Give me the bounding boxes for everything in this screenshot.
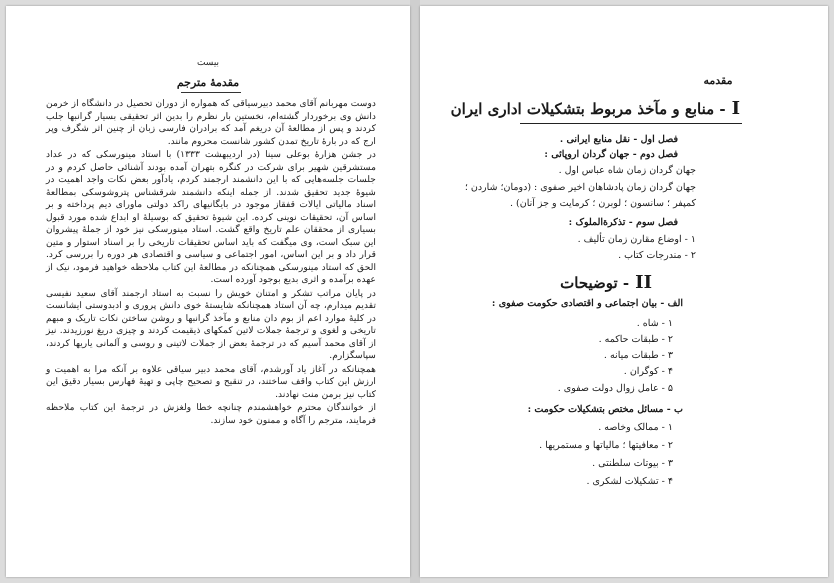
toc-line: فصل اول - نقل منابع ایرانی . (559, 134, 678, 145)
toc-line: ۵ - عامل زوال دولت صفوی . (557, 383, 673, 394)
section-title-sources (451, 98, 740, 119)
toc-line: الف - بیان اجتماعی و اقتصادی حکومت صفوی : (491, 298, 683, 309)
toc-line: جهان گردان زمان پادشاهان اخیر صفوی : (دومان؛ شاردن ؛ (464, 182, 696, 193)
section-title-text: - توضیحات (560, 274, 630, 292)
toc-line: ۲ - معافیتها ؛ مالیاتها و مستمریها . (539, 440, 673, 451)
title-divider (181, 92, 241, 93)
toc-line: فصل سوم - تذکرةالملوک : (568, 217, 678, 228)
toc-line: ۴ - تشکیلات لشکری . (586, 476, 673, 487)
toc-line: فصل دوم - جهان گردان اروپائی : (544, 149, 678, 160)
toc-line: کمپفر ؛ سانسون ؛ لوبرن ؛ کرمایت و جز آنان) . (509, 198, 696, 209)
page-number: بیست (196, 58, 220, 68)
page-header: مقدمه (703, 74, 733, 87)
book-gutter (410, 0, 420, 583)
toc-line: ۱ - شاه . (636, 318, 673, 329)
section-title-explanations (560, 272, 652, 293)
toc-line: ۴ - کوگران . (623, 366, 673, 377)
section-title-text: - منابع و مآخذ مربوط بتشکیلات اداری ایران (450, 100, 726, 118)
toc-line: ۱ - ممالک وخاصه . (598, 422, 673, 433)
translator-preface-body (46, 98, 376, 428)
paragraph: در جشن هزارهٔ بوعلی سینا (در اردیبهشت ۱۳۳۳) با استاد مینورسکی که در عداد مستشرقین شهیر برای شرکت در کنگره بتهران آمده بودند آشنائی حاصل کردم و در جلسات جلسه‌هایی که با این دانشمند ارجمند کردم، یادآور بعض نکات واجد اهمیت در شیوهٔ جدید تحقیق شدند. از جمله اینکه دانشمند شرقشناس پتروشوسکی بمطالعهٔ اسناد مالیاتی ایالات قفقاز موجود در بایگانیهای راکد دولتی ماورای دیم پرداخته و بر اساس آن، تحقیقات نوینی کرده. این شیوهٔ تحقیق که بوسیلهٔ او ابداع شده مورد قبول بسیاری از محققان علم تاریخ واقع گشت. استاد مینورسکی نیز خود از جملهٔ پیشروان این سبک است، وی میگفت که باید اساس تحقیقات تاریخی را بر اسناد استوار و متین قرار داد و بر این اساس، امور اجتماعی و سیاسی و اقتصادی هر دوره را بررسی کرد. الحق که استاد مینورسکی همچنانکه در مطالعهٔ این کتاب ملاحظه خواهید فرمود، نیک از عهده برآمده و اثری بدیع بوجود آورده است. (46, 149, 377, 285)
page-title: مقدمهٔ مترجم (176, 76, 240, 89)
paragraph: در پایان مراتب تشکر و امتنان خویش را نسبت به استاد ارجمند آقای سعید نفیسی تقدیم میدارم، چه آن استاد همچنانکه شایستهٔ خوی دانش پروری و ادبدوستی ایشانست در کلیهٔ موارد اعم از بوم دان منابع و مآخذ گرانبها و روشن ساختن نکات تاریک و مبهم تاریخی و لغوی و ترجمهٔ جملات لاتین کمکهای ذیقیمت کردند و چیزی دریغ نورزیدند. نیز از آقای محمد آسیم که در ترجمهٔ بعض از جملات لاتینی و روسی و آلمانی یاریها کردند، سپاسگزارم. (46, 287, 376, 361)
toc-line: ۳ - طبقات میانه . (603, 350, 673, 361)
toc-line: ۱ - اوضاع مقارن زمان تألیف . (577, 234, 696, 245)
toc-line: ۳ - بیوتات سلطنتی . (592, 458, 673, 469)
right-page (420, 6, 828, 577)
left-page (6, 6, 410, 577)
paragraph: دوست مهربانم آقای محمد دبیرسیاقی که همواره از دوران تحصیل در دانشگاه از خرمن دانش وی برخوردار گشته‌ام، نخستین بار نظرم را بدین اثر تحقیقی بسیار گرانبها جلب کردند و پس از مطالعهٔ آن دریغم آمد که برادران فارسی زبان از چنین اثر شگرف وپر ارج که در بارهٔ تاریخ تمدن کشور شانست محروم مانند. (46, 98, 376, 147)
toc-line: جهان گردان زمان شاه عباس اول . (558, 165, 696, 176)
section-divider (520, 123, 742, 124)
paragraph: از خوانندگان محترم خواهشمندم چنانچه خطا ولغزش در ترجمهٔ این کتاب ملاحظه فرمایند، مترجم را آگاه و ممنون خود سازند. (46, 402, 376, 426)
toc-line: ۲ - طبقات حاکمه . (598, 334, 673, 345)
paragraph: همچنانکه در آغاز یاد آورشدم، آقای محمد دبیر سیاقی علاوه بر آنکه مرا به اهمیت و ارزش این کتاب واقف ساختند، در تنقیح و تصحیح چاپی و تهیهٔ فهارس بسیار دقیق این کتاب نیز برمن منت نهادند. (46, 363, 376, 400)
toc-line: ۲ - مندرجات کتاب . (618, 250, 696, 261)
section-number: II (635, 272, 652, 293)
section-number: I (731, 98, 740, 119)
toc-line: ب - مسائل مختص بتشکیلات حکومت : (527, 404, 683, 415)
